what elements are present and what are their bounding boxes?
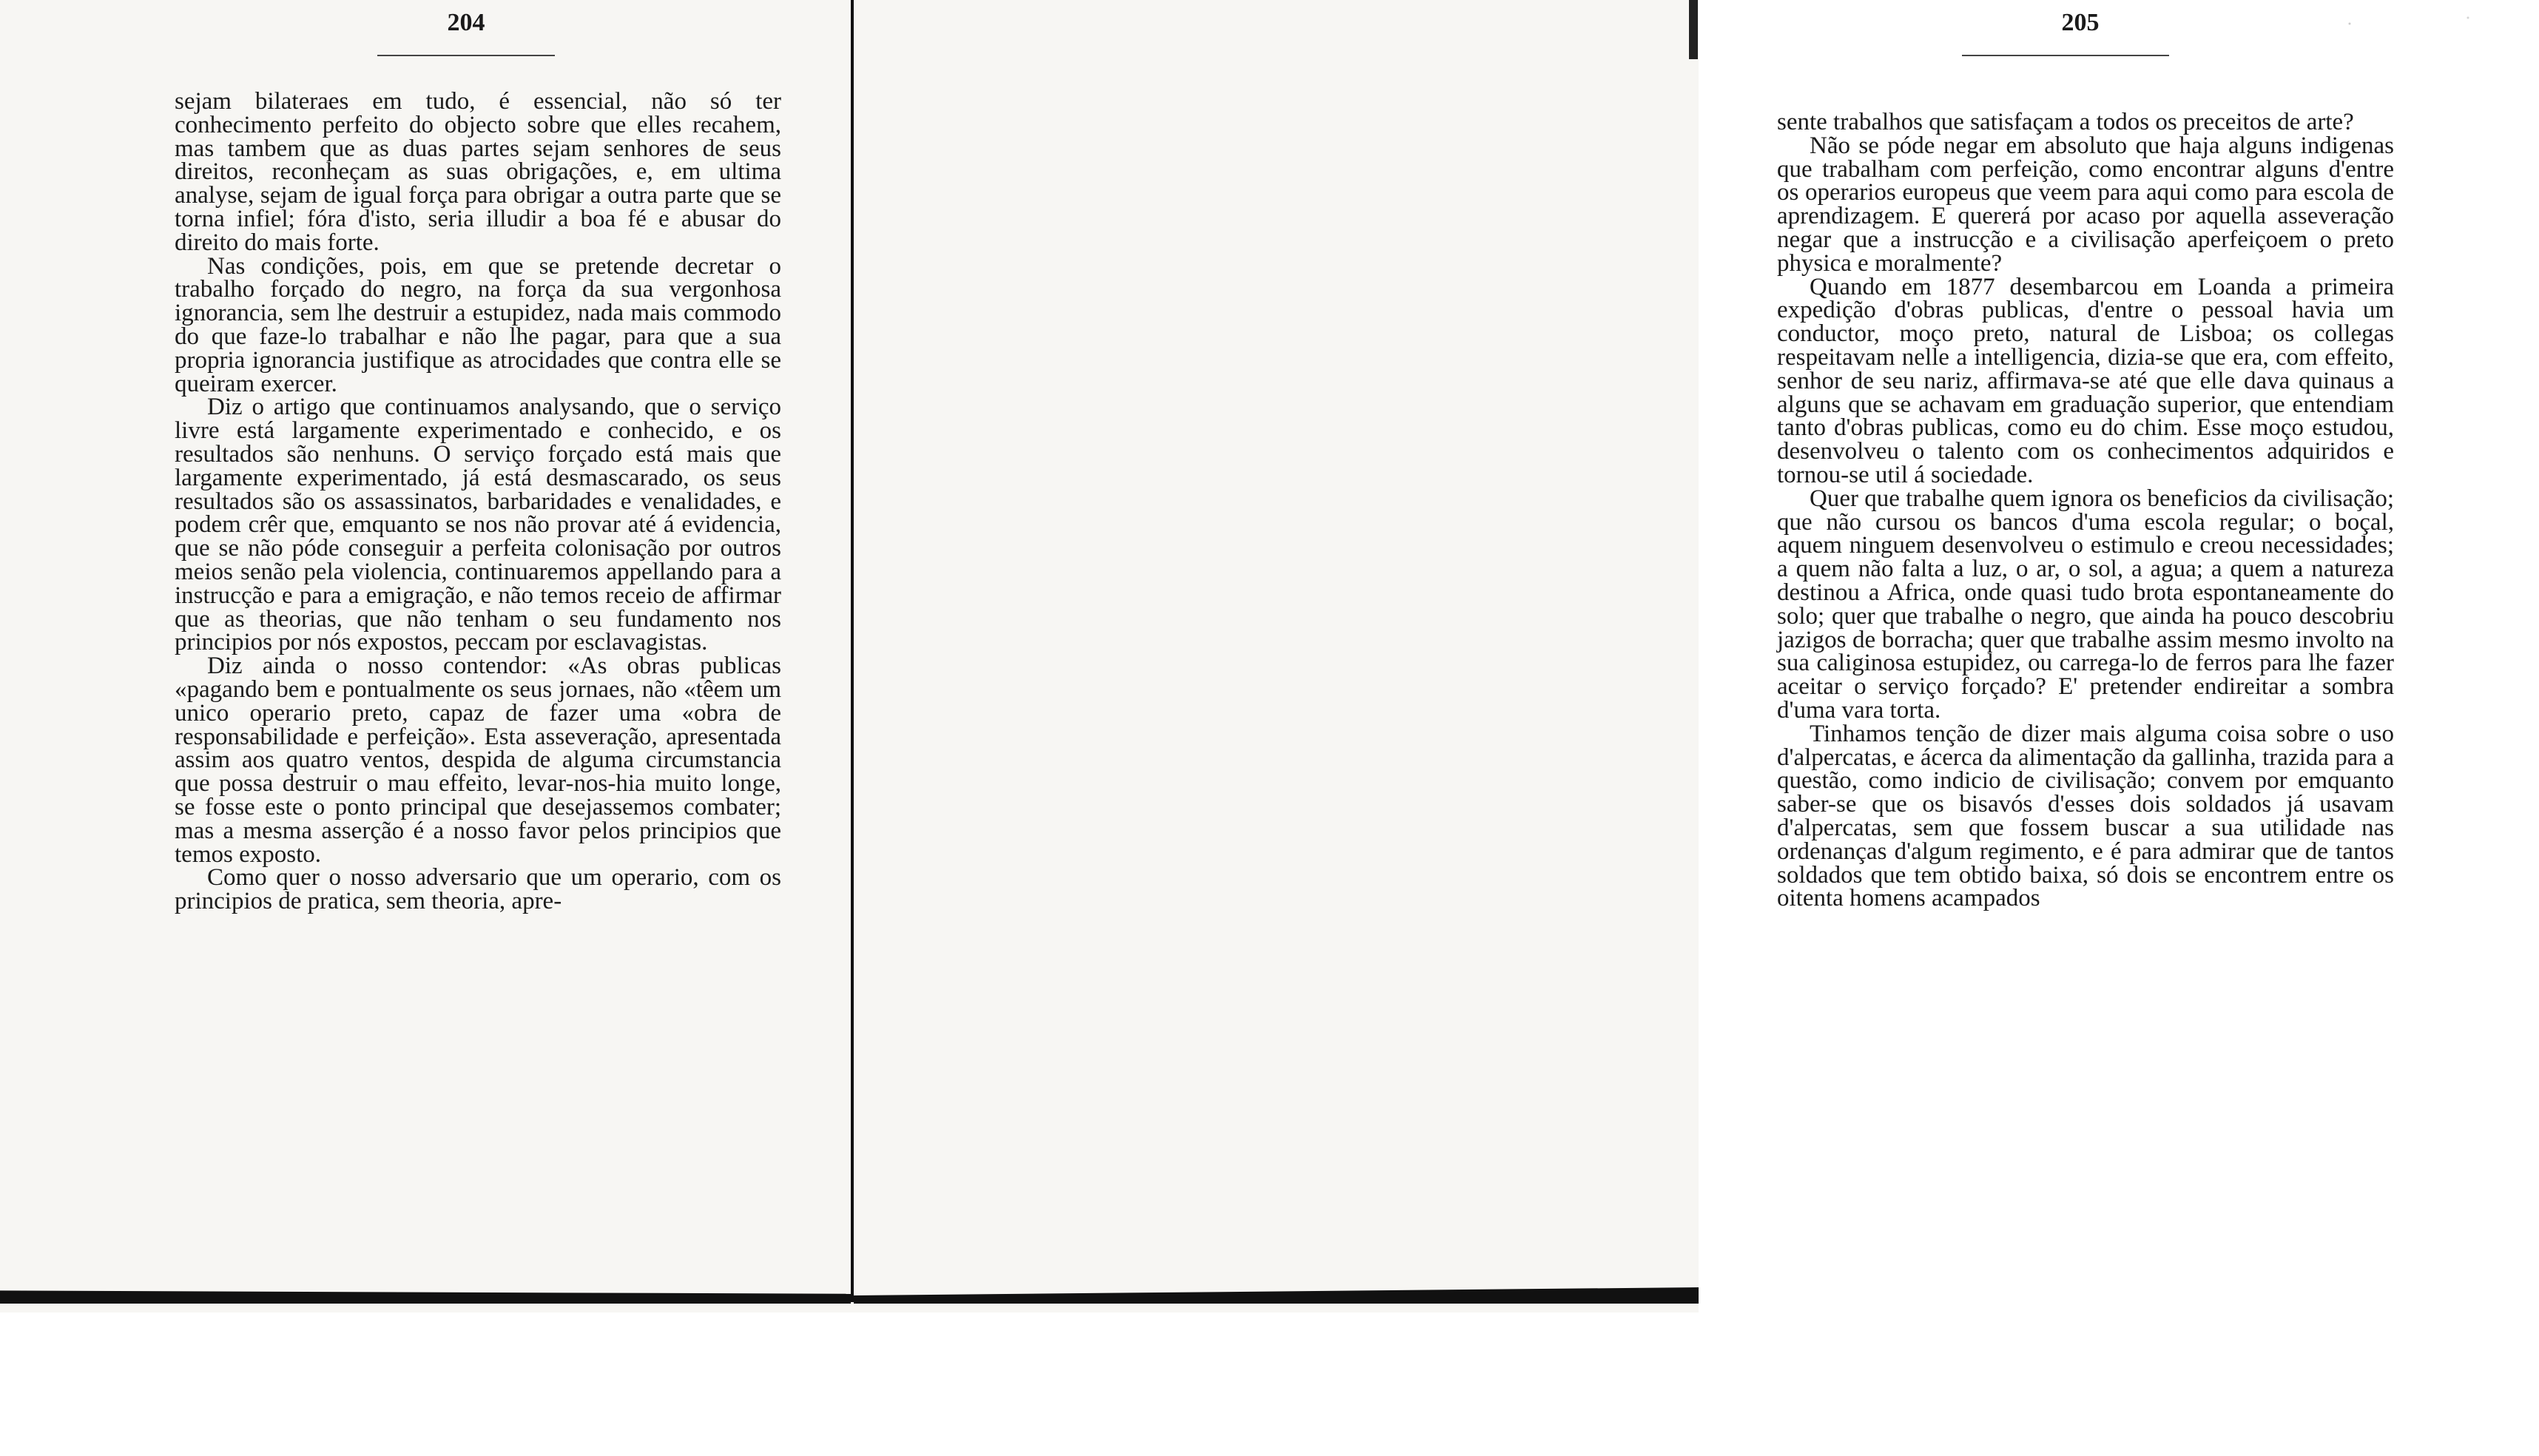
- right-page: [852, 0, 2394, 1312]
- paragraph: Nas condições, pois, em que se pretende decretar o trabalho forçado do negro, na força da sua vergonhosa ignorancia, sem lhe destruir a estupidez, nada mais commodo do que faze-lo trabalhar e não lhe pagar, para que a sua propria ignorancia justifique as atrocidades que contra elle se queiram exercer.: [175, 252, 781, 397]
- page-edge-shadow: [1689, 0, 1698, 59]
- body-text: [175, 90, 781, 914]
- paragraph: Não se póde negar em absoluto que haja alguns indigenas que trabalham com perfeição, como encontrar alguns d'entre os operarios europeus que veem para aqui como para escola de aprendizagem. E quererá por acaso por aquella asseveração negar que a instrucção e a civilisação aperfeiçoem o preto physica e moralmente?: [1777, 132, 2394, 277]
- paragraph: Quando em 1877 desembarcou em Loanda a primeira expedição d'obras publicas, d'entre o pessoal havia um conductor, moço preto, natural de Lisboa; os collegas respeitavam nelle a intelligencia, dizia-se que era, com effeito, senhor de seu nariz, affirmava-se até que elle dava quinaus a alguns que se achavam em graduação superior, que entendiam tanto d'obras publicas, como eu do chim. Esse moço estudou, desenvolveu o talento com os conhecimentos adquiridos e tornou-se util á sociedade.: [1777, 273, 2394, 488]
- paragraph: Tinhamos tenção de dizer mais alguma coisa sobre o uso d'alpercatas, e ácerca da alimentação da gallinha, trazida para a questão, como indicio de civilisação; convem por emquanto saber-se que os bisavós d'esses dois soldados já usavam d'alpercatas, sem que fossem buscar a sua utilidade nas ordenanças d'algum regimento, e é para admirar que de tantos soldados que tem obtido baixa, só dois se encontrem entre os oitenta homens acampados: [1777, 720, 2394, 912]
- page-number: 204: [447, 9, 485, 36]
- scan-noise: [2302, 0, 2539, 59]
- page-number: 205: [2061, 9, 2100, 36]
- paragraph: Diz o artigo que continuamos analysando, que o serviço livre está largamente experimentado e conhecido, e os resultados são nenhuns. O serviço forçado está mais que largamente experimentado, já está desmascarado, os seus resultados são os assassinatos, barbaridades e venalidades, e podem crêr que, emquanto se nos não provar até á evidencia, que se não póde conseguir a perfeita colonisação por outros meios senão pela violencia, continuaremos appellando para a instrucção e para a emigração, e não temos receio de affirmar que as theorias, que não tenham o seu fundamento nos principios por nós expostos, peccam por esclavagistas.: [175, 394, 781, 656]
- paragraph: Como quer o nosso adversario que um operario, com os principios de pratica, sem theoria, apre-: [175, 864, 781, 915]
- paragraph: Quer que trabalhe quem ignora os beneficios da civilisação; que não cursou os bancos d'uma escola regular; o boçal, aquem ninguem desenvolveu o estimulo e creou necessidades; a quem não falta a luz, o ar, o sol, a agua; a quem a natureza destinou a Africa, onde quasi tudo brota espontaneamente do solo; quer que trabalhe o negro, que ainda ha pouco descobriu jazigos de borracha; quer que trabalhe assim mesmo involto na sua caliginosa estupidez, ou carrega-lo de ferros para lhe fazer aceitar o serviço forçado? E' pretender endireitar a sombra d'uma vara torta.: [1777, 485, 2394, 724]
- header-rule: [1962, 55, 2169, 56]
- paragraph: sejam bilateraes em tudo, é essencial, não só ter conhecimento perfeito do objecto sobre que elles recahem, mas tambem que as duas partes sejam senhores de seus direitos, reconheçam as suas obrigações, e, em ultima analyse, sejam de igual força para obrigar a outra parte que se torna infiel; fóra d'isto, seria illudir a boa fé e abusar do direito do mais forte.: [175, 88, 781, 256]
- body-text: [1777, 111, 2394, 911]
- paragraph: Diz ainda o nosso contendor: «As obras publicas «pagando bem e pontualmente os seus jornaes, não «têem um unico operario preto, capaz de fazer uma «obra de responsabilidade e perfeição». Esta asseveração, apresentada assim aos quatro ventos, despida de alguma circumstancia que possa destruir o mau effeito, levar-nos-hia muito longe, se fosse este o ponto principal que desejassemos combater; mas a mesma asserção é a nosso favor pelos principios que temos exposto.: [175, 653, 781, 868]
- left-page: [0, 0, 851, 1312]
- paragraph: sente trabalhos que satisfaçam a todos os preceitos de arte?: [1777, 109, 2354, 135]
- header-rule: [377, 55, 555, 56]
